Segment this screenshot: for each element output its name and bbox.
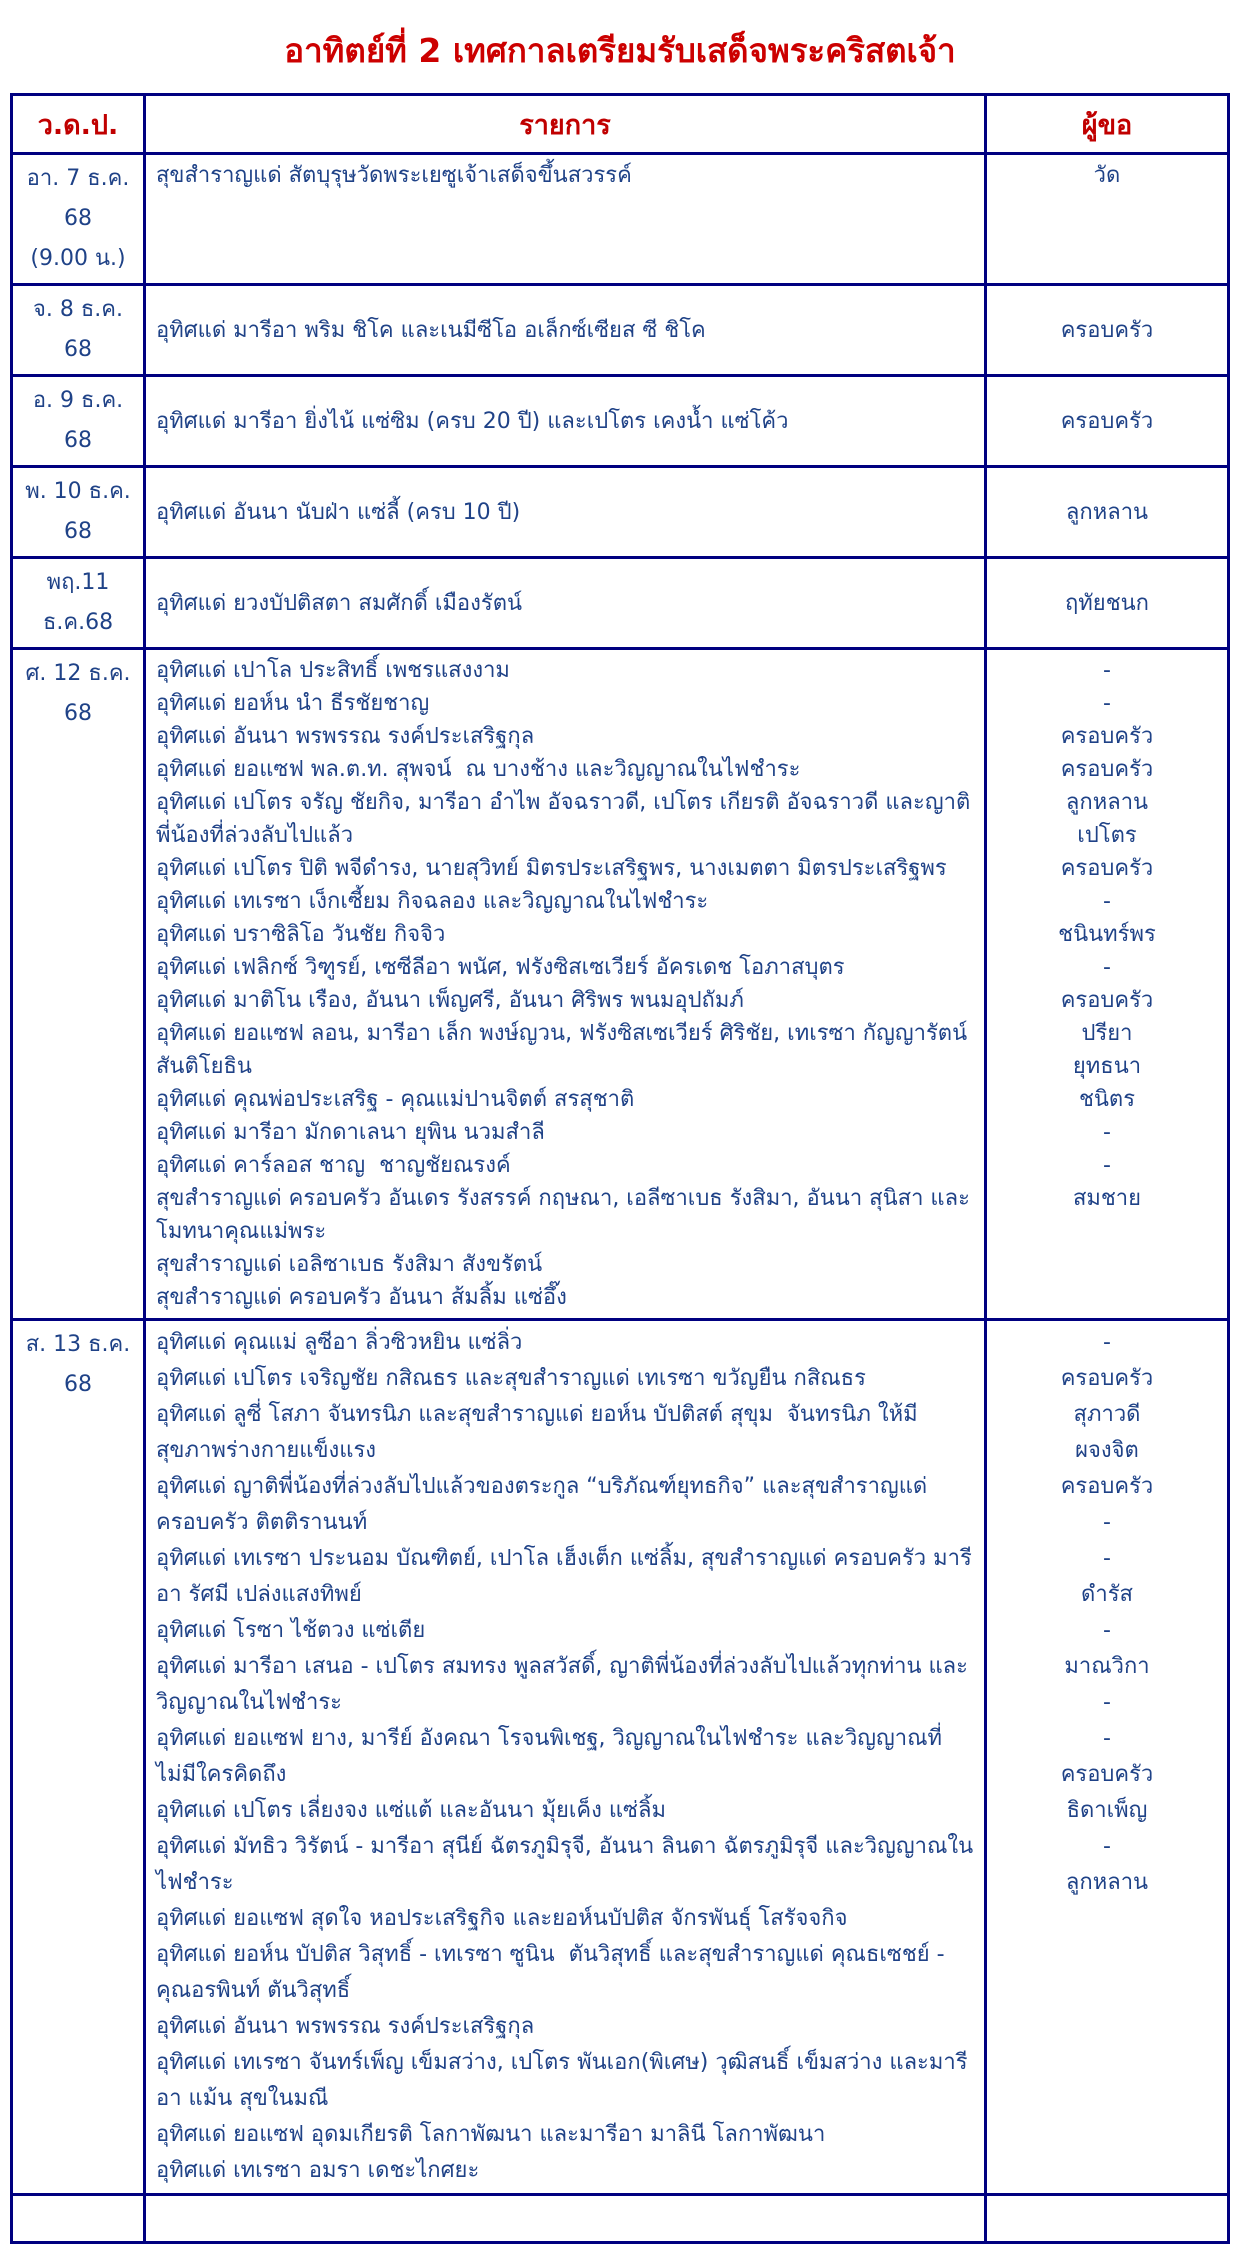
requester-line: ปรียา [1081,1021,1133,1046]
item-line: อุทิศแด่ เปโตร เลี่ยงจง แซ่แต้ และอันนา มุ้ยเค็ง แซ่ลิ้ม [156,1798,666,1823]
requester-line: - [1103,1120,1111,1145]
date-line: ส. 13 ธ.ค. 68 [25,1332,131,1397]
requester-line: ครอบครัว [1060,1762,1154,1787]
items-cell [143,377,984,465]
items-cell [143,1321,984,2193]
item-line: อุทิศแด่ เปาโล ประสิทธิ์ เพชรแสงงาม [156,658,510,683]
date-line: อ. 9 ธ.ค. 68 [32,388,124,453]
item-line: อุทิศแด่ มารีอา เสนอ - เปโตร สมทรง พูลสวัสดิ์, ญาติพี่น้องที่ล่วงลับไปแล้วทุกท่าน และวิญญาณในไฟชำระ [156,1654,968,1715]
date-cell [13,468,143,556]
requester-cell [984,155,1227,283]
table-row [13,152,1227,283]
requester-cell [984,650,1227,1318]
item-line: สุขสำราญแด่ ครอบครัว อันเดร รังสรรค์ กฤษณา, เอลีซาเบธ รังสิมา, อันนา สุนิสา และโมทนาคุณแม่พระ [156,1186,970,1244]
item-line: อุทิศแด่ มาติโน เรือง, อันนา เพ็ญศรี, อันนา ศิริพร พนมอุปถัมภ์ [156,988,744,1013]
item-line: อุทิศแด่ เทเรซา เง็กเซี้ยม กิจฉลอง และวิญญาณในไฟชำระ [156,889,709,914]
requester-line: เปโตร [1077,823,1137,848]
item-line: อุทิศแด่ มารีอา พริม ชิโค และเนมีซีโอ อเล็กซ์เซียส ซี ชิโค [156,317,706,343]
item-line: อุทิศแด่ เฟลิกซ์ วิฑูรย์, เซซีลีอา พนัศ, ฟรังซิสเซเวียร์ อัครเดช โอภาสบุตร [156,955,845,980]
requester-line: - [1103,1153,1111,1178]
requester-line: ลูกหลาน [1065,499,1149,525]
item-line: อุทิศแด่ ยอแซฟ สุดใจ หอประเสริฐกิจ และยอห์นบัปติส จักรพันธุ์ โสรัจจกิจ [156,1906,848,1931]
items-cell [143,155,984,283]
page-title: อาทิตย์ที่ 2 เทศกาลเตรียมรับเสด็จพระคริสตเจ้า [284,31,956,70]
requester-line: - [1103,1618,1111,1643]
item-line: อุทิศแด่ ยอห์น บัปติส วิสุทธิ์ - เทเรซา ซูนิน ตันวิสุทธิ์ และสุขสำราญแด่ คุณธเซชย์ - คุณอรพินท์ ตันวิสุทธิ์ [156,1942,952,2003]
item-line: สุขสำราญแด่ ครอบครัว อันนา ส้มลิ้ม แซ่อึ๊ง [156,1285,567,1310]
table-row [13,556,1227,647]
item-line: สุขสำราญแด่ เอลิซาเบธ รังสิมา สังขรัตน์ [156,1252,543,1277]
item-line: อุทิศแด่ มัทธิว วิรัตน์ - มารีอา สุนีย์ ฉัตรภูมิรุจี, อันนา ลินดา ฉัตรภูมิรุจี และวิญญาณในไฟชำระ [156,1834,974,1895]
date-cell [13,155,143,283]
date-line: ศ. 12 ธ.ค. 68 [25,661,131,726]
requester-cell [984,2196,1227,2241]
item-line: อุทิศแด่ เปโตร เจริญชัย กสิณธร และสุขสำราญแด่ เทเรซา ขวัญยืน กสิณธร [156,1366,866,1391]
requester-line: - [1103,691,1111,716]
requester-cell [984,559,1227,647]
date-cell [13,286,143,374]
requester-line: - [1103,1834,1111,1859]
item-line: อุทิศแด่ คาร์ลอส ชาญ ชาญชัยณรงค์ [156,1153,511,1178]
requester-line: ครอบครัว [1060,1474,1154,1499]
requester-line: ลูกหลาน [1065,790,1149,815]
header-item: รายการ [143,96,984,152]
item-line: อุทิศแด่ มารีอา ยิ่งไน้ แซ่ซิม (ครบ 20 ปี) และเปโตร เคงน้ำ แซ่โค้ว [156,408,789,434]
item-line: อุทิศแด่ ยวงบัปติสตา สมศักดิ์ เมืองรัตน์ [156,590,523,616]
requester-cell [984,468,1227,556]
date-line: พ. 10 ธ.ค. 68 [25,479,131,544]
table-row [13,465,1227,556]
header-requester: ผู้ขอ [984,96,1227,152]
table-row [13,374,1227,465]
requester-line: ชนิตร [1078,1087,1136,1112]
item-line: อุทิศแด่ ยอแซฟ ยาง, มารีย์ อังคณา โรจนพิเชฐ, วิญญาณในไฟชำระ และวิญญาณที่ไม่มีใครคิดถึง [156,1726,943,1787]
item-line: อุทิศแด่ ญาติพี่น้องที่ล่วงลับไปแล้วของตระกูล “บริภัณฑ์ยุทธกิจ” และสุขสำราญแด่ ครอบครัว ติตติรานนท์ [156,1474,935,1535]
requester-line: ดำรัส [1081,1582,1133,1607]
requester-line: ชนินทร์พร [1058,922,1156,947]
date-cell [13,2196,143,2241]
requester-line: ฤทัยชนก [1064,590,1149,616]
date-line: จ. 8 ธ.ค. 68 [33,297,123,362]
item-line: อุทิศแด่ โรซา ไช้ตวง แซ่เตีย [156,1618,426,1643]
date-line: อา. 7 ธ.ค. 68 [26,166,130,231]
requester-line: วัด [1093,163,1121,188]
requester-line: - [1103,1690,1111,1715]
items-cell [143,468,984,556]
requester-line: ยุทธนา [1072,1054,1142,1079]
items-cell [143,2196,984,2241]
requester-cell [984,377,1227,465]
item-line: อุทิศแด่ เทเรซา อมรา เดชะไกศยะ [156,2158,480,2183]
requester-line: สมชาย [1072,1186,1142,1211]
item-line: อุทิศแด่ เทเรซา จันทร์เพ็ญ เข็มสว่าง, เปโตร พันเอก(พิเศษ) วุฒิสนธิ์ เข็มสว่าง และมารีอา แม้น สุขในมณี [156,2050,968,2111]
requester-line: - [1103,1726,1111,1751]
requester-line: มาณวิกา [1064,1654,1150,1679]
requester-line: ครอบครัว [1060,757,1154,782]
table-row [13,647,1227,1318]
table-row [13,1318,1227,2193]
requester-line: ธิดาเพ็ญ [1066,1798,1148,1823]
item-line: อุทิศแด่ ยอแซฟ อุดมเกียรติ โลกาพัฒนา และมารีอา มาลินี โลกาพัฒนา [156,2122,826,2147]
items-cell [143,559,984,647]
date-line: พฤ.11 ธ.ค.68 [42,570,114,635]
date-cell [13,559,143,647]
item-line: อุทิศแด่ เปโตร ปิติ พจีดำรง, นายสุวิทย์ มิตรประเสริฐพร, นางเมตตา มิตรประเสริฐพร [156,856,947,881]
item-line: อุทิศแด่ เทเรซา ประนอม บัณฑิตย์, เปาโล เฮ็งเต็ก แซ่ลิ้ม, สุขสำราญแด่ ครอบครัว มารีอา รัศมี เปล่งแสงทิพย์ [156,1546,972,1607]
item-line: อุทิศแด่ ยอห์น นำ ธีรชัยชาญ [156,691,430,716]
item-line: อุทิศแด่ ลูซี่ โสภา จันทรนิภ และสุขสำราญแด่ ยอห์น บัปติสต์ สุขุม จันทรนิภ ให้มีสุขภาพร่างกายแข็งแรง [156,1402,918,1463]
requester-line: ลูกหลาน [1065,1870,1149,1895]
requester-cell [984,1321,1227,2193]
requester-cell [984,286,1227,374]
item-line: สุขสำราญแด่ สัตบุรุษวัดพระเยซูเจ้าเสด็จขึ้นสวรรค์ [156,163,632,188]
item-line: อุทิศแด่ อันนา นับฝ่า แซ่ลี้ (ครบ 10 ปี) [156,499,521,525]
item-line: อุทิศแด่ มารีอา มักดาเลนา ยุพิน นวมสำลี [156,1120,545,1145]
table-header-row [13,96,1227,152]
requester-line: ครอบครัว [1060,408,1154,434]
item-line: อุทิศแด่ คุณแม่ ลูซีอา ลิ่วซิวหยิน แซ่ลิ่ว [156,1330,523,1355]
item-line: อุทิศแด่ บราซิลิโอ วันชัย กิจจิว [156,922,446,947]
requester-line: - [1103,658,1111,683]
item-line: อุทิศแด่ อันนา พรพรรณ รงค์ประเสริฐกุล [156,2014,535,2039]
items-cell [143,650,984,1318]
requester-line: ครอบครัว [1060,1366,1154,1391]
mass-intentions-table [10,93,1230,2244]
requester-line: ผจงจิต [1075,1438,1139,1463]
requester-line: ครอบครัว [1060,317,1154,343]
date-cell [13,377,143,465]
requester-line: - [1103,889,1111,914]
item-line: อุทิศแด่ ยอแซฟ พล.ต.ท. สุพจน์ ณ บางช้าง และวิญญาณในไฟชำระ [156,757,801,782]
date-cell [13,1321,143,2193]
requester-line: - [1103,1546,1111,1571]
item-line: อุทิศแด่ ยอแซฟ ลอน, มารีอา เล็ก พงษ์ญวน, ฟรังซิสเซเวียร์ ศิริชัย, เทเรซา กัญญารัตน์ สันติโยธิน [156,1021,975,1079]
requester-line: - [1103,955,1111,980]
table-row [13,2193,1227,2241]
requester-line: ครอบครัว [1060,988,1154,1013]
item-line: อุทิศแด่ คุณพ่อประเสริฐ - คุณแม่ปานจิตต์ สรสุชาติ [156,1087,635,1112]
header-date: ว.ด.ป. [37,109,119,141]
item-line: อุทิศแด่ อันนา พรพรรณ รงค์ประเสริฐกุล [156,724,535,749]
date-line: (9.00 น.) [30,246,126,271]
items-cell [143,286,984,374]
date-cell [13,650,143,1318]
requester-line: ครอบครัว [1060,856,1154,881]
table-row [13,283,1227,374]
requester-line: ครอบครัว [1060,724,1154,749]
item-line: อุทิศแด่ เปโตร จรัญ ชัยกิจ, มารีอา อำไพ อัจฉราวดี, เปโตร เกียรติ อัจฉราวดี และญาติพี่น้องที่ล่วงลับไปแล้ว [156,790,971,848]
requester-line: - [1103,1510,1111,1535]
requester-line: สุภาวดี [1073,1402,1141,1427]
requester-line: - [1103,1330,1111,1355]
